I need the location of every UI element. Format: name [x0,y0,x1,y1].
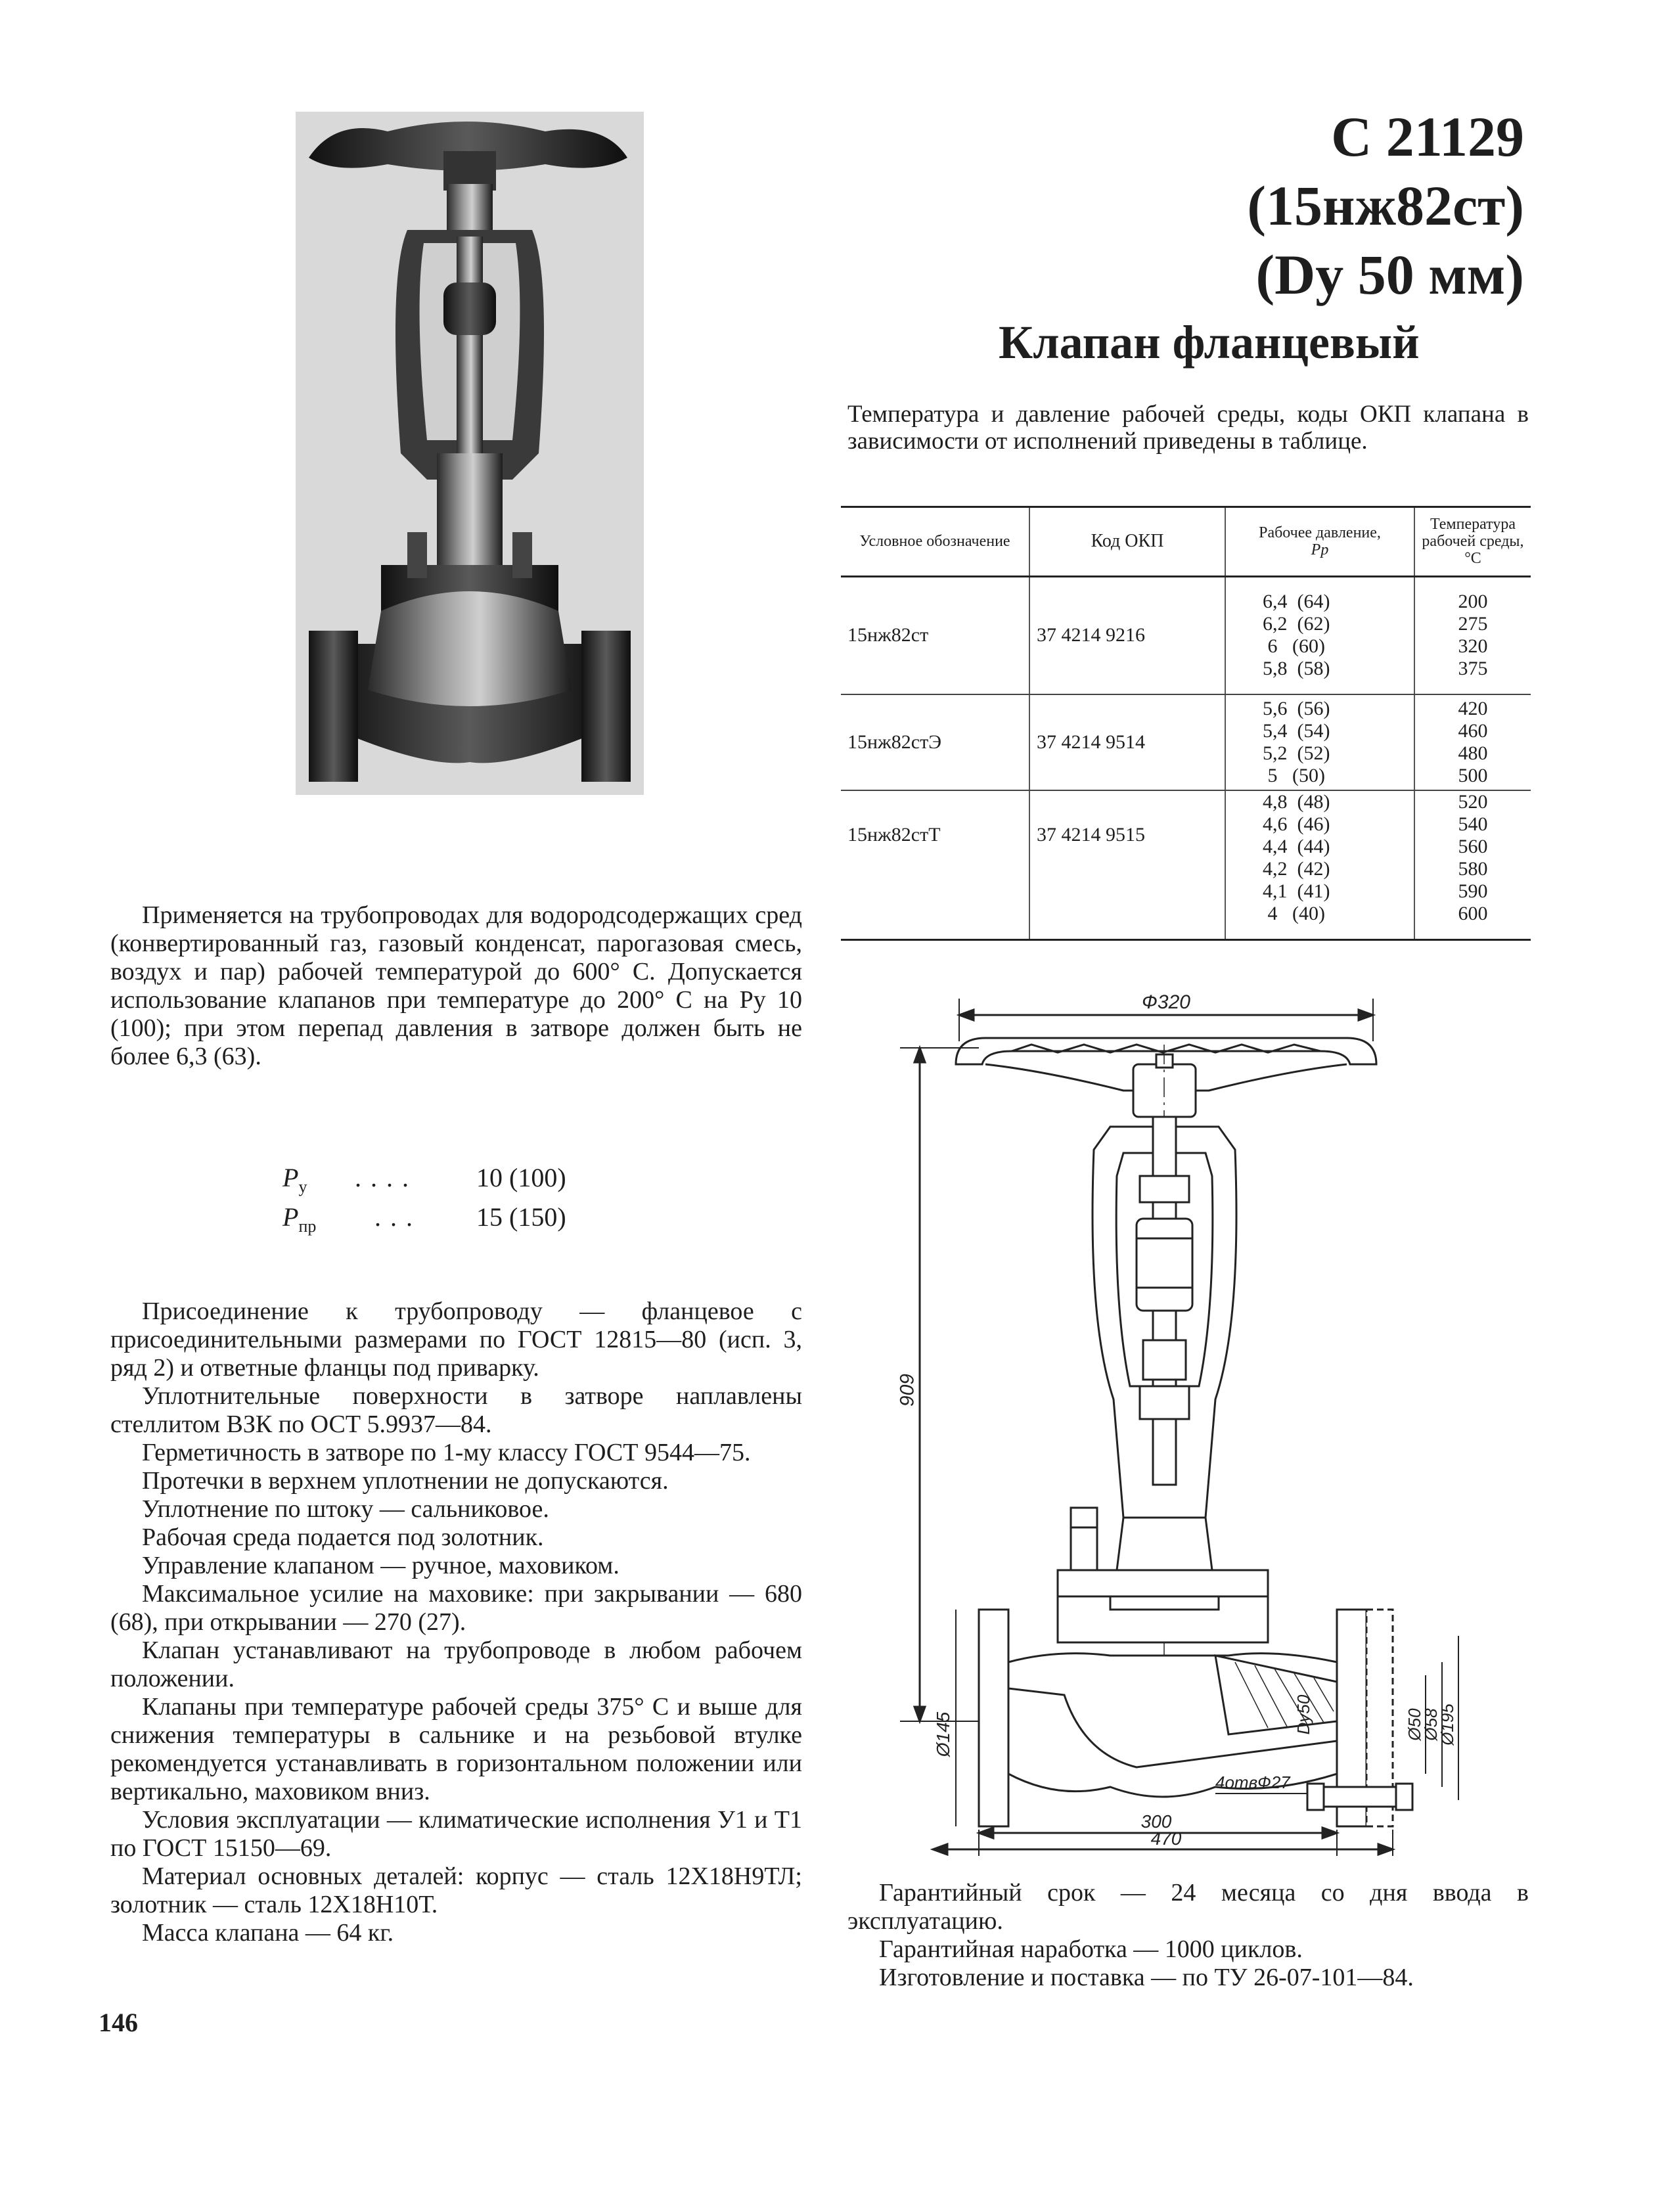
col-temperature: Температура рабочей среды, °С [1414,508,1531,576]
dim-holes: 4отвФ27 [1215,1772,1290,1792]
pressure-block [282,1163,566,1242]
ppr-dots: ... [374,1202,422,1232]
spec-paragraph: Материал основных деталей: корпус — сталь 12Х18Н9ТЛ; золотник — сталь 12Х18Н10Т. [110,1862,802,1918]
spec-paragraph: Клапаны при температуре рабочей среды 375° С и выше для снижения температуры в сальнике и на резьбовой втулке рекомендуется устанавливать в горизонтальном положении или вертикально, маховиком вниз. [110,1693,802,1805]
cell-temperatures: 200 275 320 375 [1414,576,1531,694]
dim-handwheel: Ф320 [1142,991,1190,1013]
product-size: (Dу 50 мм) [1255,243,1524,306]
col-designation: Условное обозначение [841,508,1029,576]
spec-paragraph: Протечки в верхнем уплотнении не допускаются. [142,1467,669,1495]
table-row [841,694,1531,790]
spec-table-wrapper [841,506,1531,941]
table-row [841,576,1531,694]
valve-drawing [847,979,1518,1859]
col-pressure-label: Рабочее давление, [1259,524,1381,542]
ppr-symbol: P [282,1202,299,1232]
spec-paragraph: Присоединение к трубопроводу — фланцевое с присоединительными размерами по ГОСТ 12815—80 (исп. 3, ряд 2) и ответные фланцы под приварку. [110,1298,802,1382]
cell-okp: 37 4214 9515 [1029,790,1225,939]
spec-paragraph: Уплотнение по штоку — сальниковое. [142,1495,549,1523]
cell-designation: 15нж82стТ [847,824,941,846]
dim-flange-left: Ø145 [933,1711,953,1757]
cell-okp: 37 4214 9216 [1029,576,1225,694]
application-paragraph: Применяется на трубопроводах для водородсодержащих сред (конвертированный газ, газовый конденсат, парогазовая смесь, воздух и пар) рабочей температурой до 600° С. Допускается использование клапанов при температуре до 200° С на Pу 10 (100); при этом перепад давления в затворе должен быть не более 6,3 (63). [110,901,802,1070]
col-pressure [1225,508,1414,576]
warranty-supply: Изготовление и поставка — по ТУ 26-07-101—84. [879,1964,1414,1991]
col-pressure-symbol: Pр [1311,541,1329,559]
table-row [841,790,1531,939]
warranty-term: Гарантийный срок — 24 месяца со дня ввода в эксплуатацию. [847,1879,1529,1935]
spec-paragraph: Клапан устанавливают на трубопроводе в любом рабочем положении. [110,1636,802,1692]
pressure-ppr [282,1202,566,1242]
dim-d58: Ø58 [1421,1708,1441,1741]
spec-table [841,508,1531,939]
spec-paragraph: Управление клапаном — ручное, маховиком. [142,1552,620,1579]
intro-text: Температура и давление рабочей среды, коды ОКП клапана в зависимости от исполнений приведены в таблице. [847,401,1529,455]
dim-470: 470 [1150,1828,1182,1849]
cell-pressures: 5,6 (56) 5,4 (54) 5,2 (52) 5 (50) [1225,694,1414,790]
warranty-cycles: Гарантийная наработка — 1000 циклов. [879,1935,1303,1963]
valve-photo [296,112,644,795]
cell-temperatures: 420 460 480 500 [1414,694,1531,790]
dim-dn: Dу50 [1294,1694,1313,1735]
py-dots: .... [355,1163,418,1192]
cell-designation: 15нж82стЭ [841,694,1029,790]
spec-paragraph: Условия эксплуатации — климатические исполнения У1 и Т1 по ГОСТ 15150—69. [110,1806,802,1862]
spec-paragraph: Рабочая среда подается под золотник. [142,1524,544,1551]
cell-designation: 15нж82ст [841,576,1029,694]
product-code: С 21129 [1331,105,1524,168]
dim-height: 606 [895,1373,917,1407]
py-value: 10 (100) [476,1163,566,1192]
pressure-py [282,1163,566,1202]
cell-pressures: 4,8 (48) 4,6 (46) 4,4 (44) 4,2 (42) 4,1 (41) 4 (40) [1225,790,1414,939]
dim-300: 300 [1140,1811,1172,1832]
spec-paragraph: Максимальное усилие на маховике: при закрывании — 680 (68), при открывании — 270 (27). [110,1580,802,1636]
cell-temperatures: 520 540 560 580 590 600 [1414,790,1531,939]
spec-paragraph: Герметичность в затворе по 1-му классу ГОСТ 9544—75. [142,1439,751,1466]
spec-paragraph: Уплотнительные поверхности в затворе наплавлены стеллитом ВЗК по ОСТ 5.9937—84. [110,1382,802,1438]
application-text [110,901,802,1071]
warranty [847,1879,1529,1992]
page-number: 146 [99,2008,138,2037]
ppr-value: 15 (150) [476,1202,566,1232]
py-sub: у [298,1177,307,1196]
dim-d195: Ø195 [1437,1704,1457,1746]
cell-pressures: 6,4 (64) 6,2 (62) 6 (60) 5,8 (58) [1225,576,1414,694]
product-name: Клапан фланцевый [999,316,1420,369]
dim-d50: Ø50 [1405,1708,1424,1741]
product-designation: (15нж82ст) [1247,174,1524,237]
spec-paragraph: Масса клапана — 64 кг. [142,1919,394,1947]
cell-okp: 37 4214 9514 [1029,694,1225,790]
col-okp: Код ОКП [1029,508,1225,576]
specifications [110,1298,802,1947]
py-symbol: P [282,1163,299,1192]
ppr-sub: пр [298,1217,317,1236]
